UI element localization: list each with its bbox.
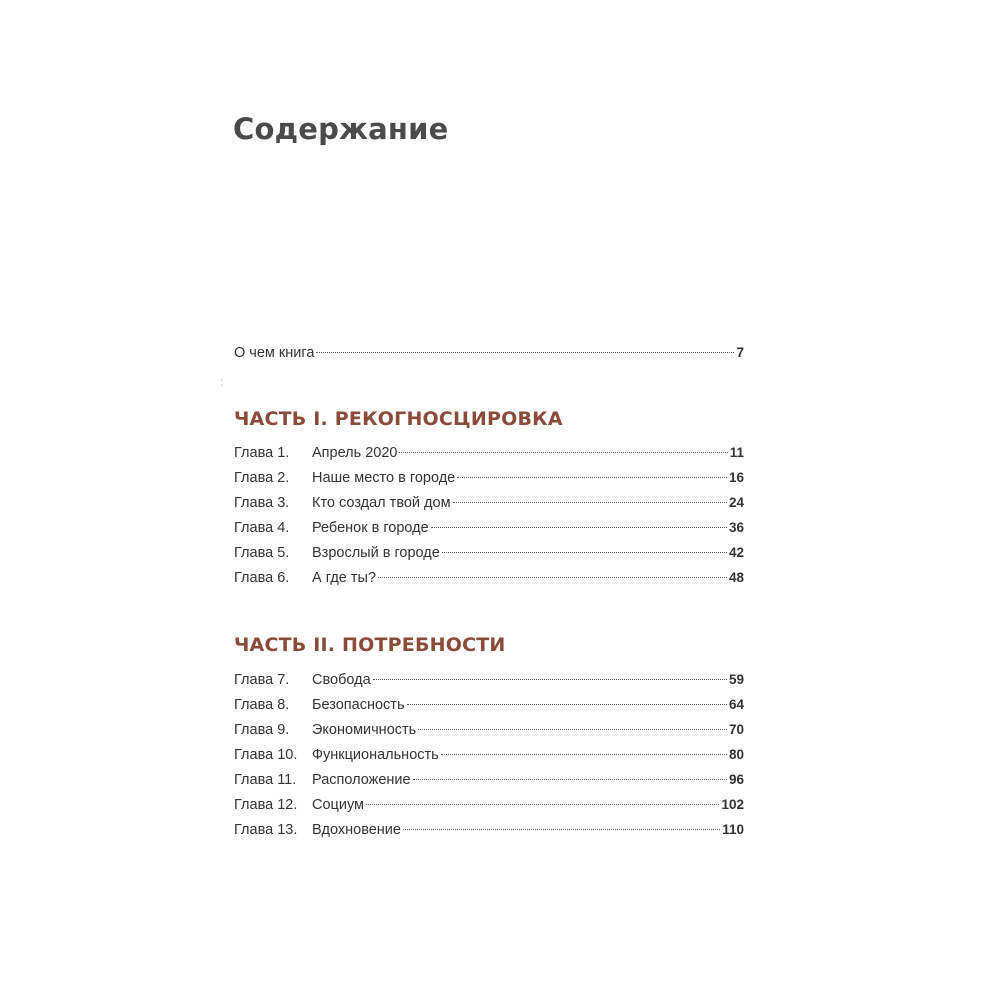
chapter-number: Глава 10. (234, 747, 298, 763)
page-number: 59 (728, 672, 744, 687)
chapter-title: Вдохновение (312, 822, 401, 838)
paper-speck: ⁚ (220, 378, 223, 388)
toc-entry[interactable] (234, 692, 744, 717)
dot-leader (413, 779, 727, 780)
toc-entry[interactable] (234, 817, 744, 842)
chapter-title: Наше место в городе (312, 470, 456, 486)
chapter-number: Глава 6. (234, 570, 290, 586)
toc-entry[interactable] (234, 515, 744, 540)
dot-leader (442, 552, 727, 553)
dot-leader (407, 704, 727, 705)
dot-leader (431, 527, 727, 528)
chapter-title: Расположение (312, 772, 411, 788)
chapter-number: Глава 7. (234, 672, 290, 688)
page-number: 96 (728, 772, 744, 787)
dot-leader (441, 754, 727, 755)
chapter-title: Ребенок в городе (312, 520, 429, 536)
entry-title: О чем книга (234, 345, 315, 361)
toc-entry[interactable] (234, 742, 744, 767)
chapter-number: Глава 8. (234, 697, 290, 713)
chapter-number: Глава 11. (234, 772, 297, 788)
page-number: 102 (721, 797, 744, 812)
page-number: 80 (728, 747, 744, 762)
page-number: 42 (728, 545, 744, 560)
chapter-title: Кто создал твой дом (312, 495, 451, 511)
toc-entry-intro[interactable] (234, 340, 744, 365)
page-title: Содержание (233, 112, 449, 146)
toc-entry[interactable] (234, 490, 744, 515)
part-heading: ЧАСТЬ II. ПОТРЕБНОСТИ (234, 634, 506, 656)
toc-entry[interactable] (234, 440, 744, 465)
chapter-number: Глава 12. (234, 797, 298, 813)
dot-leader (453, 502, 727, 503)
chapter-number: Глава 4. (234, 520, 290, 536)
toc-entry[interactable] (234, 792, 744, 817)
chapter-number: Глава 5. (234, 545, 290, 561)
page-number: 7 (736, 345, 744, 360)
chapter-title: Безопасность (312, 697, 405, 713)
chapter-number: Глава 9. (234, 722, 290, 738)
chapter-title: Социум (312, 797, 364, 813)
page-number: 24 (728, 495, 744, 510)
chapter-title: Взрослый в городе (312, 545, 440, 561)
dot-leader (378, 577, 727, 578)
page-number: 110 (722, 822, 744, 837)
toc-entry[interactable] (234, 767, 744, 792)
dot-leader (366, 804, 719, 805)
dot-leader (373, 679, 727, 680)
chapter-number: Глава 3. (234, 495, 290, 511)
part-heading: ЧАСТЬ I. РЕКОГНОСЦИРОВКА (234, 408, 563, 430)
toc-entry[interactable] (234, 667, 744, 692)
chapter-number: Глава 13. (234, 822, 298, 838)
chapter-number: Глава 1. (234, 445, 290, 461)
page-number: 16 (728, 470, 744, 485)
chapter-title: Апрель 2020 (312, 445, 398, 461)
chapter-number: Глава 2. (234, 470, 290, 486)
toc-entry[interactable] (234, 565, 744, 590)
dot-leader (403, 829, 720, 830)
dot-leader (418, 729, 727, 730)
page-number: 64 (728, 697, 744, 712)
dot-leader (316, 352, 734, 353)
page-number: 70 (728, 722, 744, 737)
page-number: 36 (728, 520, 744, 535)
chapter-title: Функциональность (312, 747, 439, 763)
toc-entry[interactable] (234, 465, 744, 490)
toc-entry[interactable] (234, 540, 744, 565)
dot-leader (399, 452, 727, 453)
toc-part-2 (234, 667, 744, 842)
dot-leader (457, 477, 727, 478)
chapter-title: Свобода (312, 672, 371, 688)
chapter-title: Экономичность (312, 722, 417, 738)
page-number: 11 (729, 445, 744, 460)
toc-intro (234, 340, 744, 365)
toc-entry[interactable] (234, 717, 744, 742)
chapter-title: А где ты? (312, 570, 377, 586)
toc-part-1 (234, 440, 744, 590)
page-number: 48 (728, 570, 744, 585)
